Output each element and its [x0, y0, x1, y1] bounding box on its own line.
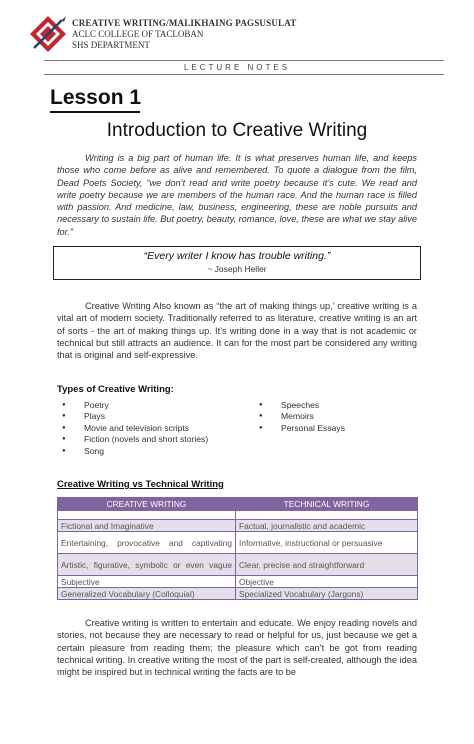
column-header: CREATIVE WRITING — [58, 498, 236, 511]
lesson-title: Introduction to Creative Writing — [106, 120, 368, 141]
table-row — [58, 576, 418, 588]
table-cell: Generalized Vocabulary (Colloquial) — [58, 588, 236, 600]
header-text — [72, 18, 296, 51]
list-item: ● Fiction (novels and short stories) — [57, 434, 208, 445]
table-cell: Factual, journalistic and academic — [236, 520, 418, 532]
table-row — [58, 532, 418, 554]
table-row — [58, 554, 418, 576]
lesson-number: Lesson 1 — [50, 86, 142, 109]
list-item: ● Memoirs — [254, 411, 345, 422]
closing-paragraph: Creative writing is written to entertain and educate. We enjoy reading novels and stories, not because they are necessary to read or helpful for us, just because we get a certain pleasure from reading them; the pleasure which can’t be got from reading technical writing. In creative writing the most of the part is self-created, although the idea might be inspired but in technical writing the facts are to be — [57, 618, 417, 678]
list-item: ● Movie and television scripts — [57, 423, 208, 434]
quote-box — [53, 246, 421, 280]
quote-author: ~ Joseph Heller — [207, 264, 267, 274]
definition-paragraph: Creative Writing Also known as “the art of making things up,’ creative writing is a vital art of modern society. Traditionally referred to as literature, creative writing is an art of sorts - the art of making things up. It’s writing done in a way that is not academic or technical but still attracts an audience. It can for the most part be considered any writing that is original and self-expressive. — [57, 301, 417, 361]
table-cell: Subjective — [58, 576, 236, 588]
list-item: ● Poetry — [57, 400, 208, 411]
table-cell: Clear, precise and straightforward — [236, 554, 418, 576]
list-item: ● Speeches — [254, 400, 345, 411]
header-divider — [44, 60, 444, 61]
section-label: LECTURE NOTES — [183, 63, 291, 72]
table-cell — [236, 511, 418, 520]
quote-text: “Every writer I know has trouble writing.” — [143, 250, 331, 262]
table-cell — [58, 511, 236, 520]
document-header — [28, 14, 448, 64]
course-title: CREATIVE WRITING/MALIKHAING PAGSUSULAT — [72, 18, 297, 28]
comparison-table — [57, 497, 418, 600]
column-header: TECHNICAL WRITING — [236, 498, 418, 511]
table-row — [58, 511, 418, 520]
department-name: SHS DEPARTMENT — [72, 40, 150, 50]
types-heading: Types of Creative Writing: — [57, 384, 174, 395]
list-item: ● Song — [57, 446, 208, 457]
table-row — [58, 520, 418, 532]
types-list-column-2 — [254, 400, 345, 434]
school-name: ACLC COLLEGE OF TACLOBAN — [72, 29, 204, 39]
table-cell: Objective — [236, 576, 418, 588]
table-row — [58, 588, 418, 600]
section-divider — [44, 74, 444, 75]
school-logo — [28, 14, 68, 54]
comparison-heading: Creative Writing vs Technical Writing — [57, 479, 224, 490]
table-cell: Fictional and Imaginative — [58, 520, 236, 532]
table-cell: Artistic, figurative, symbolic or even vague — [58, 554, 236, 576]
table-cell: Specialized Vocabulary (Jargons) — [236, 588, 418, 600]
lesson-underline — [50, 111, 140, 113]
table-cell: Entertaining, provocative and captivating — [58, 532, 236, 554]
table-header-row — [58, 498, 418, 511]
types-list-column-1 — [57, 400, 208, 457]
list-item: ● Plays — [57, 411, 208, 422]
list-item: ● Personal Essays — [254, 423, 345, 434]
table-cell: Informative, instructional or persuasive — [236, 532, 418, 554]
intro-paragraph: Writing is a big part of human life. It is what preserves human life, and keeps those who come before as alive and remembered. To quote a dialogue from the film, Dead Poets Society, “we don’t read and write poetry because it’s cute. We read and write poetry because we are members of the human race. And the human race is filled with passion. And medicine, law, business, engineering, these are noble pursuits and necessary to sustain life. But poetry, beauty, romance, love, these are what we stay alive for.” — [57, 153, 417, 237]
